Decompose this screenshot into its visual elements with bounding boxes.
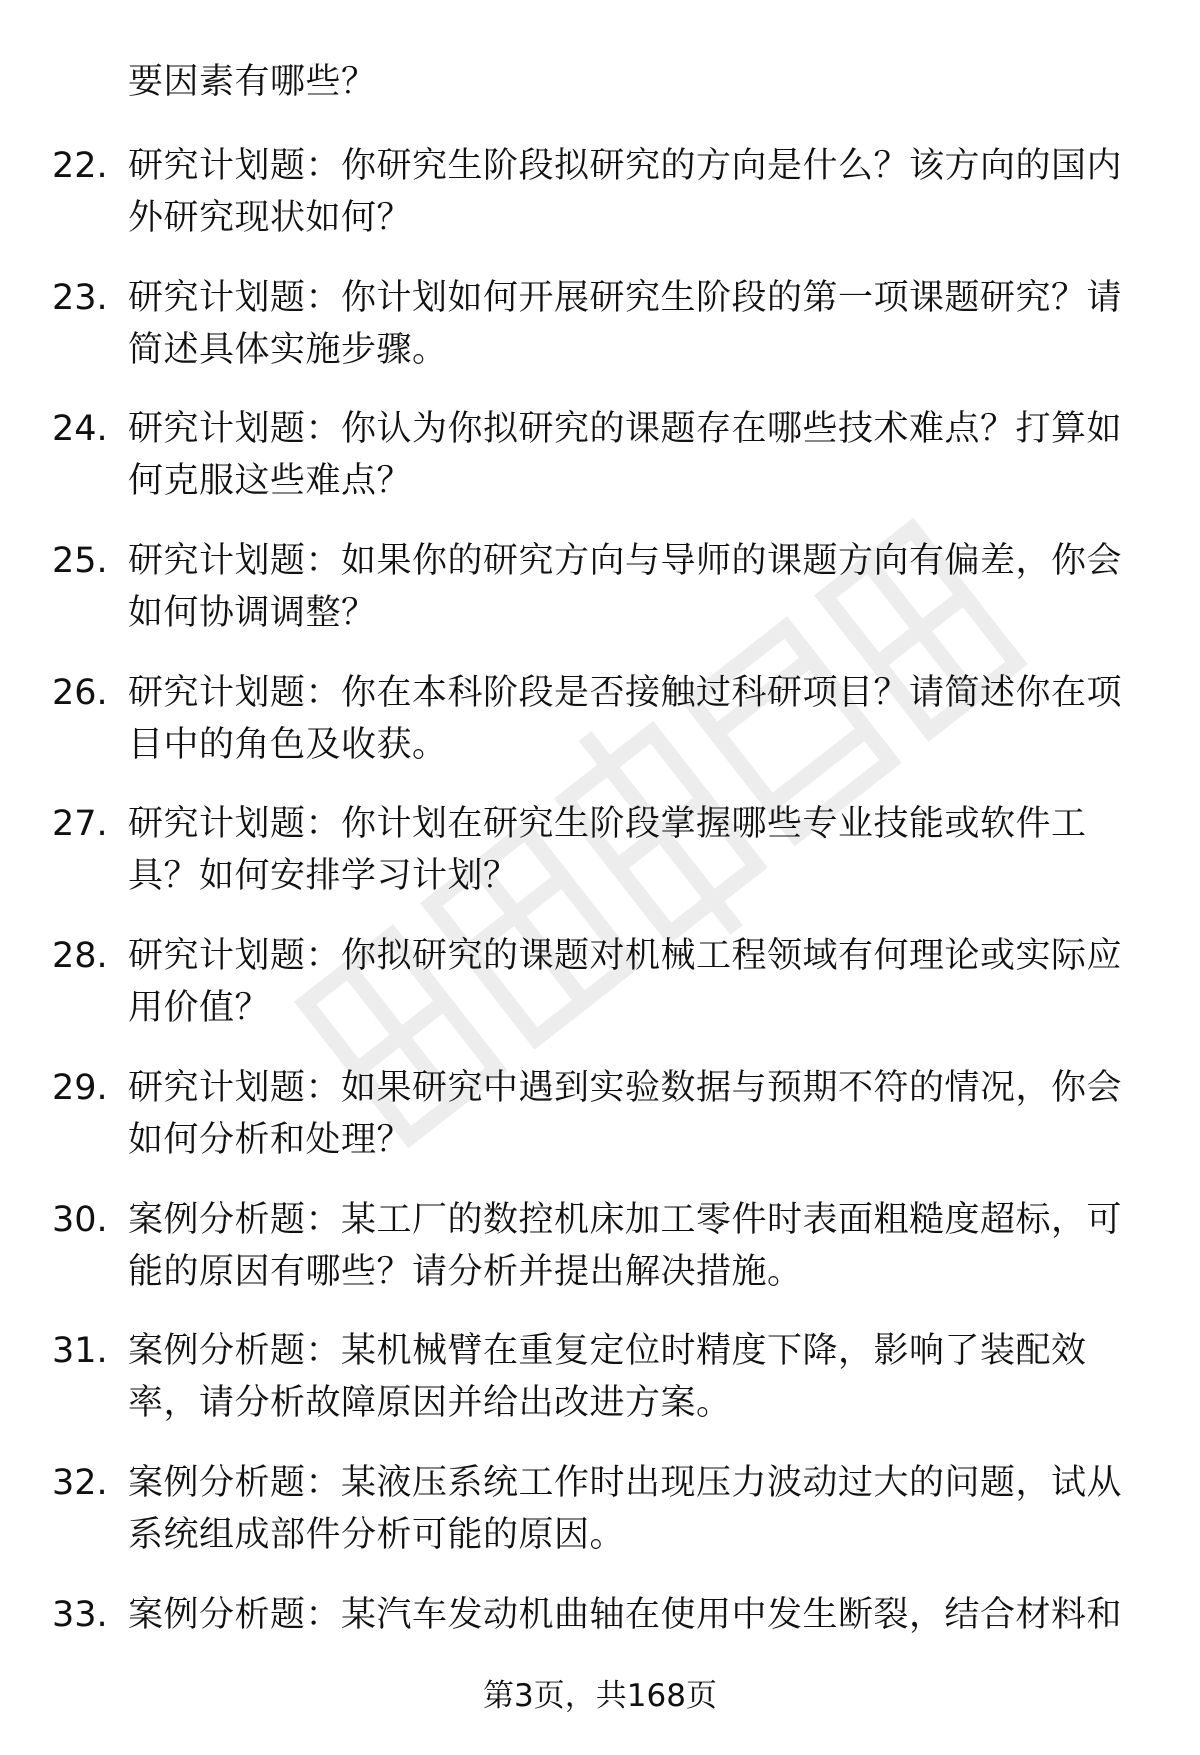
question-item — [0, 403, 1200, 535]
question-item — [0, 140, 1200, 272]
question-text: 研究计划题：你计划如何开展研究生阶段的第一项课题研究？请简述具体实施步骤。 — [128, 277, 1123, 370]
question-text: 研究计划题：如果研究中遇到实验数据与预期不符的情况，你会如何分析和处理？ — [128, 1067, 1123, 1160]
question-text: 案例分析题：某机械臂在重复定位时精度下降，影响了装配效率，请分析故障原因并给出改进方案。 — [128, 1331, 1087, 1424]
question-item — [0, 1062, 1200, 1194]
page-footer: 第3页，共168页 — [483, 1678, 717, 1714]
question-text: 研究计划题：你计划在研究生阶段掌握哪些专业技能或软件工具？如何安排学习计划？ — [128, 804, 1087, 897]
question-text: 案例分析题：某工厂的数控机床加工零件时表面粗糙度超标，可能的原因有哪些？请分析并提出解决措施。 — [128, 1199, 1123, 1292]
question-text: 研究计划题：你研究生阶段拟研究的方向是什么？该方向的国内外研究现状如何？ — [128, 146, 1123, 238]
continuation-text: 要因素有哪些？ — [128, 62, 377, 102]
question-number: 31. — [52, 1331, 108, 1372]
question-number: 23. — [52, 277, 108, 318]
question-text: 案例分析题：某汽车发动机曲轴在使用中发生断裂，结合材料和 — [128, 1594, 1123, 1635]
question-item — [0, 798, 1200, 930]
question-item — [0, 930, 1200, 1062]
question-text: 研究计划题：你拟研究的课题对机械工程领域有何理论或实际应用价值？ — [128, 936, 1123, 1029]
question-item — [0, 1194, 1200, 1326]
question-item — [0, 1457, 1200, 1589]
question-number: 33. — [52, 1594, 108, 1635]
question-number: 28. — [52, 936, 108, 977]
question-number: 24. — [52, 409, 108, 450]
question-text: 研究计划题：你认为你拟研究的课题存在哪些技术难点？打算如何克服这些难点？ — [128, 409, 1123, 502]
question-item — [0, 667, 1200, 799]
question-number: 25. — [52, 541, 108, 582]
question-number: 30. — [52, 1199, 108, 1240]
question-list — [0, 140, 1200, 1720]
question-number: 26. — [52, 672, 108, 713]
question-number: 22. — [52, 146, 108, 186]
question-item — [0, 535, 1200, 667]
question-text: 研究计划题：你在本科阶段是否接触过科研项目？请简述你在项目中的角色及收获。 — [128, 672, 1123, 765]
question-number: 32. — [52, 1462, 108, 1503]
question-item — [0, 1325, 1200, 1457]
question-text: 研究计划题：如果你的研究方向与导师的课题方向有偏差，你会如何协调调整？ — [128, 541, 1123, 634]
question-number: 29. — [52, 1067, 108, 1108]
question-item — [0, 272, 1200, 404]
question-number: 27. — [52, 804, 108, 845]
question-text: 案例分析题：某液压系统工作时出现压力波动过大的问题，试从系统组成部件分析可能的原因。 — [128, 1462, 1123, 1555]
